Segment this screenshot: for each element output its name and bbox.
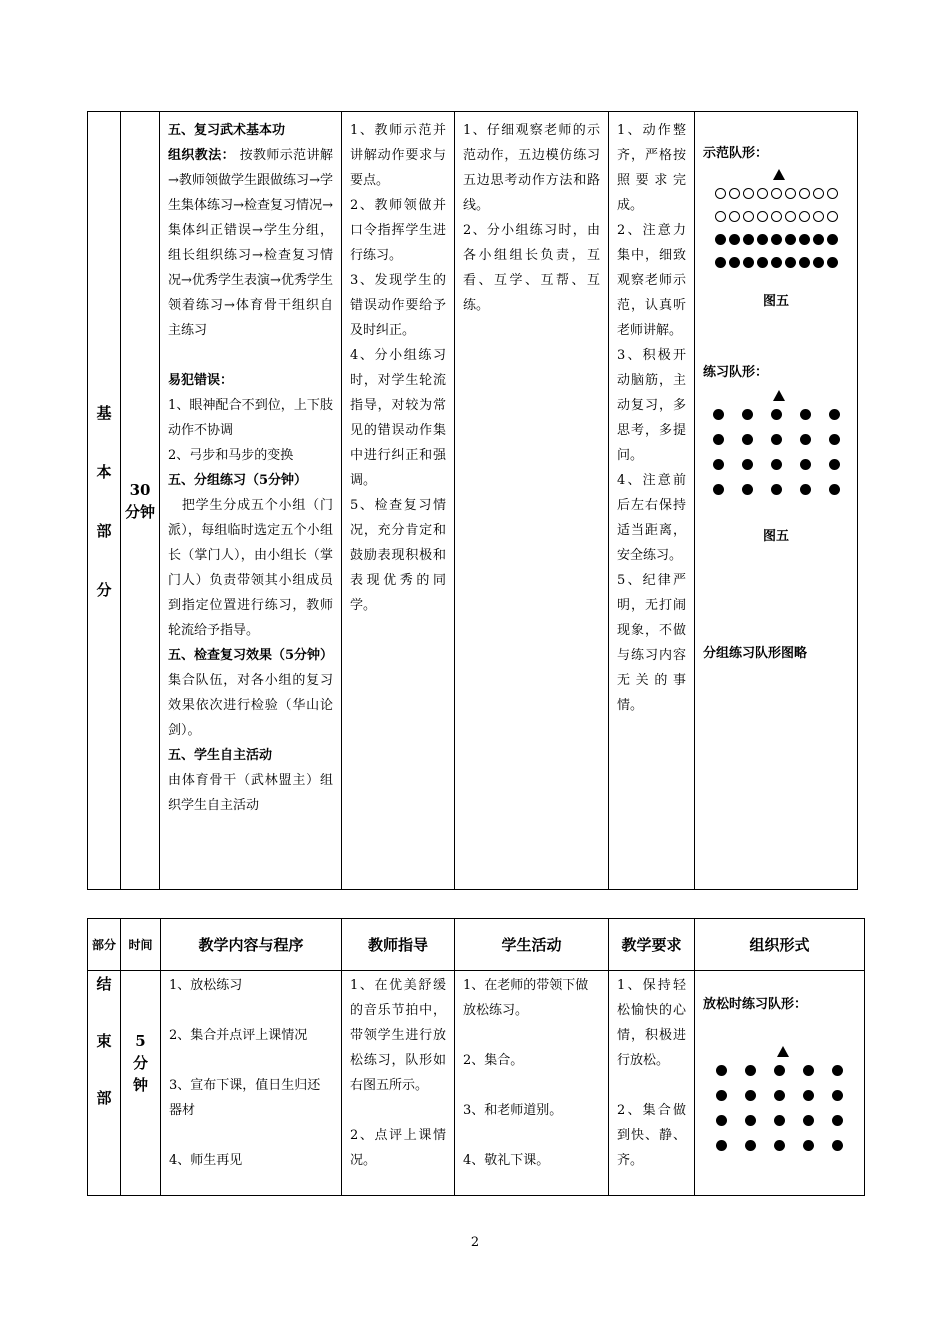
student-empty-circle-icon <box>785 188 796 199</box>
content-line: 由体育骨干（武林盟主）组织学生自主活动 <box>168 773 333 813</box>
section-char: 本 <box>96 462 112 481</box>
header-organization: 组织形式 <box>695 919 865 971</box>
student-filled-dot-icon <box>832 1115 843 1126</box>
student-text <box>455 971 608 1179</box>
student-filled-dot-icon <box>715 234 726 245</box>
student-cell <box>455 112 609 890</box>
student-filled-dot-icon <box>743 257 754 268</box>
student-filled-dot-icon <box>742 409 753 420</box>
student-filled-dot-icon <box>829 434 840 445</box>
student-filled-dot-icon <box>803 1115 814 1126</box>
student-filled-dot-icon <box>785 257 796 268</box>
formation-row <box>703 257 849 268</box>
student-filled-dot-icon <box>832 1140 843 1151</box>
section-char: 束 <box>96 1032 112 1050</box>
page-number: 2 <box>470 1235 480 1250</box>
student-empty-circle-icon <box>771 188 782 199</box>
content-cell <box>160 112 342 890</box>
student-empty-circle-icon <box>729 211 740 222</box>
teacher-triangle-icon <box>773 169 785 180</box>
student-filled-dot-icon <box>713 409 724 420</box>
student-empty-circle-icon <box>743 211 754 222</box>
student-filled-dot-icon <box>829 484 840 495</box>
requirement-text <box>609 971 694 1179</box>
teacher-triangle-icon <box>777 1046 789 1057</box>
requirement-cell <box>609 971 695 1196</box>
group-formation-note: 分组练习队形图略 <box>703 646 808 661</box>
student-filled-dot-icon <box>771 234 782 245</box>
student-text <box>455 112 608 324</box>
student-filled-dot-icon <box>745 1140 756 1151</box>
organization-cell <box>695 112 858 890</box>
list-item: 2、集合并点评上课情况 <box>169 1028 308 1043</box>
student-filled-dot-icon <box>832 1065 843 1076</box>
header-requirement: 教学要求 <box>609 919 695 971</box>
list-item: 4、师生再见 <box>169 1153 243 1168</box>
student-filled-dot-icon <box>800 434 811 445</box>
list-item: 3、发现学生的错误动作要给予及时纠正。 <box>350 273 446 338</box>
list-item: 2、教师领做并口令指挥学生进行练习。 <box>350 198 446 263</box>
content-line: 集合队伍，对各小组的复习效果依次进行检验（华山论剑）。 <box>168 673 333 738</box>
list-item: 2、注意力集中，细致观察老师示范，认真听老师讲解。 <box>617 223 686 338</box>
student-filled-dot-icon <box>799 234 810 245</box>
student-filled-dot-icon <box>800 459 811 470</box>
teacher-text <box>342 971 454 1179</box>
student-empty-circle-icon <box>757 188 768 199</box>
content-text <box>161 971 341 1179</box>
header-content: 教学内容与程序 <box>161 919 342 971</box>
student-filled-dot-icon <box>771 484 782 495</box>
list-item: 3、和老师道别。 <box>463 1103 563 1118</box>
student-filled-dot-icon <box>715 257 726 268</box>
teacher-text <box>342 112 454 624</box>
student-empty-circle-icon <box>799 211 810 222</box>
student-empty-circle-icon <box>799 188 810 199</box>
list-item: 1、动作整齐，严格按照要求完成。 <box>617 123 686 213</box>
student-filled-dot-icon <box>713 484 724 495</box>
practice-formation <box>703 409 849 495</box>
list-item: 5、纪律严明，无打闹现象，不做与练习内容无关的事情。 <box>617 573 686 713</box>
teacher-cell <box>342 112 455 890</box>
student-filled-dot-icon <box>729 257 740 268</box>
student-filled-dot-icon <box>757 257 768 268</box>
student-empty-circle-icon <box>715 188 726 199</box>
student-filled-dot-icon <box>771 434 782 445</box>
student-filled-dot-icon <box>803 1090 814 1101</box>
student-cell <box>455 971 609 1196</box>
student-filled-dot-icon <box>785 234 796 245</box>
student-filled-dot-icon <box>771 257 782 268</box>
relax-formation-label: 放松时练习队形： <box>703 997 808 1012</box>
student-filled-dot-icon <box>742 484 753 495</box>
section-char: 结 <box>96 975 112 993</box>
formation-row <box>703 1140 856 1151</box>
list-item: 2、集合做到快、静、齐。 <box>617 1103 686 1168</box>
student-filled-dot-icon <box>813 234 824 245</box>
section-char: 部 <box>96 521 112 540</box>
practice-formation-label: 练习队形： <box>703 365 769 380</box>
section-char: 分 <box>96 580 112 599</box>
student-filled-dot-icon <box>742 434 753 445</box>
list-item: 4、分小组练习时，对学生轮流指导，对较为常见的错误动作集中进行纠正和强调。 <box>350 348 446 488</box>
student-filled-dot-icon <box>803 1065 814 1076</box>
section-end <box>88 971 121 1196</box>
student-filled-dot-icon <box>774 1115 785 1126</box>
formation-row <box>703 1065 856 1076</box>
student-filled-dot-icon <box>771 409 782 420</box>
header-time: 时间 <box>121 919 161 971</box>
formation-row <box>703 484 849 495</box>
student-filled-dot-icon <box>829 409 840 420</box>
demo-formation <box>703 188 849 268</box>
student-empty-circle-icon <box>715 211 726 222</box>
demo-formation-label: 示范队形： <box>703 146 769 161</box>
content-line: 五、分组练习（5分钟） <box>168 473 308 488</box>
student-filled-dot-icon <box>745 1090 756 1101</box>
requirement-cell <box>609 112 695 890</box>
student-filled-dot-icon <box>813 257 824 268</box>
list-item: 1、在优美舒缓的音乐节拍中，带领学生进行放松练习，队形如右图五所示。 <box>350 978 446 1093</box>
formation-row <box>703 434 849 445</box>
student-filled-dot-icon <box>716 1115 727 1126</box>
student-empty-circle-icon <box>827 188 838 199</box>
content-line <box>168 343 333 368</box>
student-empty-circle-icon <box>827 211 838 222</box>
list-item: 1、仔细观察老师的示范动作，五边模仿练习五边思考动作方法和路线。 <box>463 123 600 213</box>
content-text <box>160 112 341 824</box>
student-filled-dot-icon <box>729 234 740 245</box>
student-filled-dot-icon <box>774 1065 785 1076</box>
student-filled-dot-icon <box>800 409 811 420</box>
student-filled-dot-icon <box>745 1065 756 1076</box>
list-item: 5、检查复习情况，充分肯定和鼓励表现积极和表现优秀的同学。 <box>350 498 446 613</box>
formation-row <box>703 188 849 199</box>
student-filled-dot-icon <box>832 1090 843 1101</box>
student-filled-dot-icon <box>713 459 724 470</box>
student-filled-dot-icon <box>774 1090 785 1101</box>
content-line: 把学生分成五个小组（门派），每组临时选定五个小组长（掌门人），由小组长（掌门人）负责带领其小组成员到指定位置进行练习，教师轮流给予指导。 <box>168 498 333 638</box>
content-line: 组织教法： 按教师示范讲解→教师领做学生跟做练习→学生集体练习→检查复习情况→集体纠正错误→学生分组，组长组织练习→检查复习情况→优秀学生表演→优秀学生领着练习→体育骨干组织自主练习 <box>168 148 333 338</box>
student-empty-circle-icon <box>771 211 782 222</box>
content-line: 2、弓步和马步的变换 <box>168 448 294 463</box>
demo-caption: 图五 <box>762 294 789 309</box>
header-teacher: 教师指导 <box>342 919 455 971</box>
content-line: 五、学生自主活动 <box>168 748 273 763</box>
lesson-table-end <box>87 918 865 1196</box>
list-item: 2、点评上课情况。 <box>350 1128 446 1168</box>
lesson-table-main <box>87 111 858 890</box>
time-cell <box>121 971 161 1196</box>
formation-row <box>703 1115 856 1126</box>
time-cell <box>121 112 160 890</box>
student-empty-circle-icon <box>757 211 768 222</box>
formation-row <box>703 1090 856 1101</box>
section-basic <box>88 112 121 890</box>
student-empty-circle-icon <box>813 188 824 199</box>
relax-formation <box>703 1065 856 1151</box>
student-filled-dot-icon <box>799 257 810 268</box>
student-filled-dot-icon <box>827 257 838 268</box>
practice-caption: 图五 <box>762 529 789 544</box>
student-filled-dot-icon <box>803 1140 814 1151</box>
section-char: 部 <box>96 1089 112 1107</box>
list-item: 1、放松练习 <box>169 978 243 993</box>
student-empty-circle-icon <box>813 211 824 222</box>
student-filled-dot-icon <box>829 459 840 470</box>
student-filled-dot-icon <box>774 1140 785 1151</box>
student-filled-dot-icon <box>716 1140 727 1151</box>
student-empty-circle-icon <box>785 211 796 222</box>
student-filled-dot-icon <box>743 234 754 245</box>
student-empty-circle-icon <box>729 188 740 199</box>
requirement-text <box>609 112 694 724</box>
list-item: 3、积极开动脑筋，主动复习，多思考，多提问。 <box>617 348 686 463</box>
header-part: 部分 <box>88 919 121 971</box>
student-filled-dot-icon <box>827 234 838 245</box>
formation-row <box>703 211 849 222</box>
list-item: 1、教师示范并讲解动作要求与要点。 <box>350 123 446 188</box>
content-line: 易犯错误： <box>168 373 234 388</box>
list-item: 3、宣布下课，值日生归还器材 <box>169 1078 321 1118</box>
formation-row <box>703 459 849 470</box>
student-filled-dot-icon <box>757 234 768 245</box>
list-item: 4、注意前后左右保持适当距离，安全练习。 <box>617 473 686 563</box>
student-filled-dot-icon <box>800 484 811 495</box>
student-filled-dot-icon <box>716 1065 727 1076</box>
student-filled-dot-icon <box>713 434 724 445</box>
student-filled-dot-icon <box>716 1090 727 1101</box>
section-char: 基 <box>96 403 112 422</box>
student-filled-dot-icon <box>771 459 782 470</box>
list-item: 1、在老师的带领下做放松练习。 <box>463 978 589 1018</box>
teacher-cell <box>342 971 455 1196</box>
list-item: 4、敬礼下课。 <box>463 1153 550 1168</box>
content-line: 五、复习武术基本功 <box>168 123 286 138</box>
formation-row <box>703 234 849 245</box>
header-student: 学生活动 <box>455 919 609 971</box>
formation-row <box>703 409 849 420</box>
list-item: 2、分小组练习时，由各小组组长负责，互看、互学、互帮、互练。 <box>463 223 600 313</box>
student-filled-dot-icon <box>745 1115 756 1126</box>
student-filled-dot-icon <box>742 459 753 470</box>
teacher-triangle-icon <box>773 390 785 401</box>
organization-cell <box>695 971 865 1196</box>
list-item: 2、集合。 <box>463 1053 524 1068</box>
time-value: 30分钟 <box>125 480 156 521</box>
time-value: 5分钟 <box>132 1032 148 1094</box>
content-line: 五、检查复习效果（5分钟） <box>168 648 334 663</box>
student-empty-circle-icon <box>743 188 754 199</box>
content-cell <box>161 971 342 1196</box>
list-item: 1、保持轻松愉快的心情，积极进行放松。 <box>617 978 686 1068</box>
content-line: 1、眼神配合不到位，上下肢动作不协调 <box>168 398 333 438</box>
